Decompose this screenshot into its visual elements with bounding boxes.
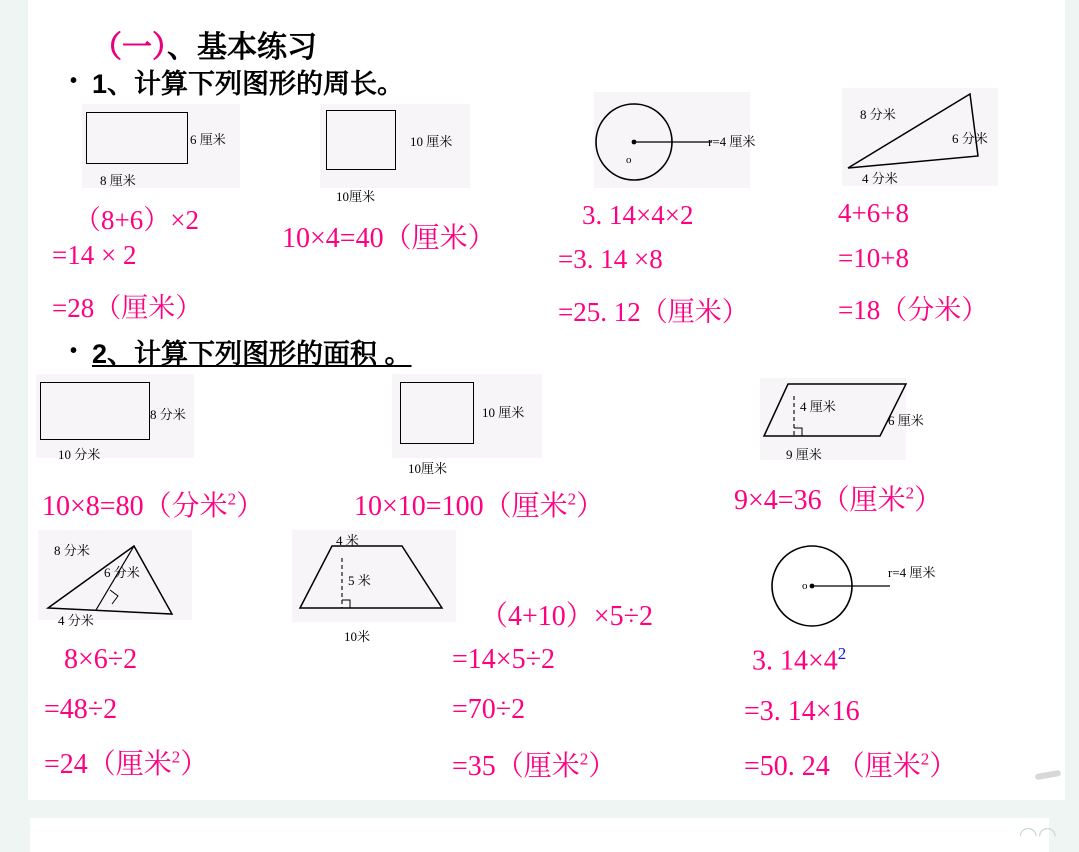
parallelogram-height-label: 4 厘米 [800,399,836,414]
area-3-end: ） [914,485,943,516]
area-6-line-2: =3. 14×16 [744,696,860,727]
figure-trapezoid [290,528,470,628]
area-4-line-2: =48÷2 [44,694,118,725]
area-3-text: 9×4=36（厘米 [734,485,906,516]
trapezoid-height-label: 5 米 [348,573,371,588]
area-2-text: 10×10=100（厘米 [354,491,568,522]
area-4-last-sup: 2 [171,747,181,767]
right-triangle-bottom-label: 4 分米 [58,613,94,628]
area-5-last-end: ） [588,751,617,782]
area-5-last-text: =35（厘米 [452,751,580,782]
figure-square-perimeter [326,110,396,170]
rect-side-label: 6 厘米 [190,132,226,147]
area-5-line-1: （4+10）×5÷2 [480,601,653,632]
section-1-label: 1、计算下列图形的周长。 [92,69,405,99]
area-5-line-2: =14×5÷2 [452,644,555,675]
area-6-last-end: ） [929,751,958,782]
circle-area-center-label: o [802,580,808,592]
area-1-end: ） [236,491,265,522]
figure-rectangle-area [40,382,150,440]
area-4-last-end: ） [180,749,209,780]
figure-rectangle-perimeter [86,112,188,164]
area-6-last-text: =50. 24 （厘米 [744,751,921,782]
left-edge-strip [0,0,28,800]
area-2-end: ） [576,491,605,522]
area-6-text-1: 3. 14×4 [752,645,838,677]
perimeter-2-line-1: 10×4=40（厘米） [282,223,496,254]
area-2-sup: 2 [567,489,577,509]
perimeter-4-line-2: =10+8 [838,243,909,273]
circle-radius-label: r=4 厘米 [708,134,756,149]
area-6-line-3 [744,744,957,784]
circle-area-radius-label: r=4 厘米 [888,565,936,580]
area-4-line-3 [44,742,208,782]
area-6-exponent: 2 [837,644,847,663]
area-1-text: 10×8=80（分米 [42,491,228,522]
trapezoid-top-label: 4 米 [336,533,359,548]
scroll-indicator[interactable] [1035,770,1062,780]
area-4-last-text: =24（厘米 [44,749,172,780]
right-triangle-left-label: 8 分米 [54,543,90,558]
page-title [92,22,317,66]
perimeter-4-line-1: 4+6+8 [838,198,909,228]
area-4-line-1: 8×6÷2 [64,644,138,675]
circle-center-label: o [626,154,632,166]
perimeter-4-line-3: =18（分米） [838,295,989,325]
area-3-line [734,478,942,518]
trapezoid-bottom-label: 10米 [344,629,371,644]
area-5-line-3: =70÷2 [452,694,526,725]
rect-bottom-label: 8 厘米 [100,173,136,188]
perimeter-3-line-1: 3. 14×4×2 [582,200,694,230]
triangle-top-label: 8 分米 [860,107,896,122]
triangle-bottom-label: 4 分米 [862,171,898,186]
page-title-main: （一） [92,31,167,64]
page-title-rest: 、基本练习 [167,31,317,64]
perimeter-1-line-2: =14 × 2 [52,240,137,270]
section-2-heading [70,332,412,371]
perimeter-1-line-3: =28（厘米） [52,293,203,323]
right-edge-strip [1065,0,1079,800]
rect-area-side-label: 8 分米 [150,407,186,422]
area-5-last-sup: 2 [579,749,589,769]
area-1-sup: 2 [227,489,237,509]
bullet-dot-2: • [70,340,78,362]
area-6-last-sup: 2 [920,749,930,769]
figure-circle-area [768,536,948,646]
square-area-bottom-label: 10厘米 [408,461,448,476]
perimeter-3-line-2: =3. 14 ×8 [558,244,663,274]
bullet-dot: • [70,70,78,92]
bottom-left-strip [0,818,30,852]
perimeter-1-line-1: （8+6）×2 [74,205,199,235]
area-2-line [354,484,604,524]
area-1-line [42,484,264,524]
section-1-heading [70,62,404,101]
area-6-line-1 [752,644,846,677]
rect-area-bottom-label: 10 分米 [58,447,101,462]
section-2-label: 2、计算下列图形的面积 。 [92,339,412,369]
area-5-line-4 [452,744,616,784]
watermark-icon: ◠◠ [1018,822,1057,847]
square-side-label: 10 厘米 [410,134,453,149]
figure-square-area [400,382,474,444]
triangle-right-label: 6 分米 [952,131,988,146]
area-3-sup: 2 [905,483,915,503]
right-triangle-height-label: 6 分米 [104,565,140,580]
parallelogram-side-label: 6 厘米 [888,413,924,428]
square-bottom-label: 10厘米 [336,189,376,204]
perimeter-3-line-3: =25. 12（厘米） [558,297,749,327]
square-area-side-label: 10 厘米 [482,405,525,420]
parallelogram-bottom-label: 9 厘米 [786,447,822,462]
bottom-band-inner [0,818,1079,852]
